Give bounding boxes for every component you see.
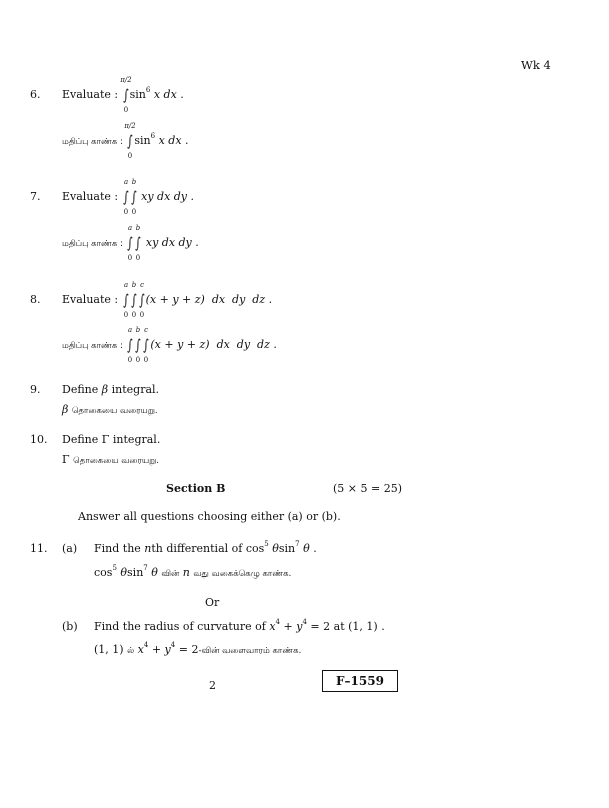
question-number: 6. [30, 88, 41, 101]
integral-sign: ∫ c 0 [138, 281, 145, 319]
integral-sign: ∫ c 0 [143, 326, 150, 364]
question-6-tamil: மதிப்பு காண்க : ∫ π/2 0 $\sin^6 x$ dx . [62, 122, 189, 160]
question-9-english: Define β integral. [62, 383, 160, 396]
question-number: 8. [30, 293, 41, 306]
integral-sign: ∫ b 0 [130, 178, 137, 216]
question-7-english: Evaluate : ∫ a 0 ∫ b 0 xy dx dy . [62, 178, 195, 216]
integral-sign: ∫ b 0 [130, 281, 137, 319]
question-7-tamil: மதிப்பு காண்க : ∫ a 0 ∫ b 0 xy dx dy . [62, 224, 199, 262]
integral-sign: ∫ a 0 [122, 281, 129, 319]
integral-sign: ∫ π/2 0 [120, 76, 132, 114]
question-6-english: Evaluate : ∫ π/2 0 $\sin^6 x$ dx . [62, 76, 184, 114]
page-code-header: Wk 4 [521, 58, 551, 72]
question-number: 10. [30, 433, 48, 446]
question-number: 9. [30, 383, 41, 396]
question-10-english: Define Γ integral. [62, 433, 161, 446]
question-number: 7. [30, 190, 41, 203]
question-label: Evaluate : [62, 88, 119, 101]
integral-sign: ∫ a 0 [127, 224, 134, 262]
section-instruction: Answer all questions choosing either (a) or (b). [78, 510, 341, 523]
integral-sign: ∫ a 0 [127, 326, 134, 364]
question-11a-tamil: $\cos^5 \theta\sin^7$ θ வின் n வது வகைக்கெழு காண்க. [94, 564, 292, 579]
question-8-tamil: மதிப்பு காண்க : ∫ a 0 ∫ b 0 ∫ c 0 (x + y + z) dx dy dz . [62, 326, 277, 364]
or-separator: Or [205, 596, 220, 609]
section-marks: (5 × 5 = 25) [333, 482, 402, 495]
question-label-tamil: மதிப்பு காண்க : [62, 137, 123, 147]
paper-code-box: F–1559 [322, 670, 398, 692]
option-b-label: (b) [62, 620, 78, 633]
integral-sign: ∫ b 0 [135, 326, 142, 364]
integral-sign: ∫ a 0 [122, 178, 129, 216]
question-11b-tamil: (1, 1) ல் $x^4 + y^4$ = 2-வின் வளைவாரம் காண்க. [94, 641, 302, 656]
page-number: 2 [209, 679, 216, 692]
integral-sign: ∫ π/2 0 [124, 122, 136, 160]
question-8-english: Evaluate : ∫ a 0 ∫ b 0 ∫ c 0 (x + y + z) dx dy dz . [62, 281, 273, 319]
option-a-label: (a) [62, 542, 78, 555]
section-title: Section B [166, 482, 226, 495]
question-10-tamil: Γ தொகையை வரையறு. [62, 453, 159, 466]
question-number: 11. [30, 542, 48, 555]
integral-sign: ∫ b 0 [135, 224, 142, 262]
question-11a-english: Find the nth differential of $\cos^5 \theta\sin^7$ θ . [94, 540, 317, 555]
question-11b-english: Find the radius of curvature of $x^4 + y^4 = 2$ at (1, 1) . [94, 618, 385, 633]
question-9-tamil: β தொகையை வரையறு. [62, 403, 158, 416]
